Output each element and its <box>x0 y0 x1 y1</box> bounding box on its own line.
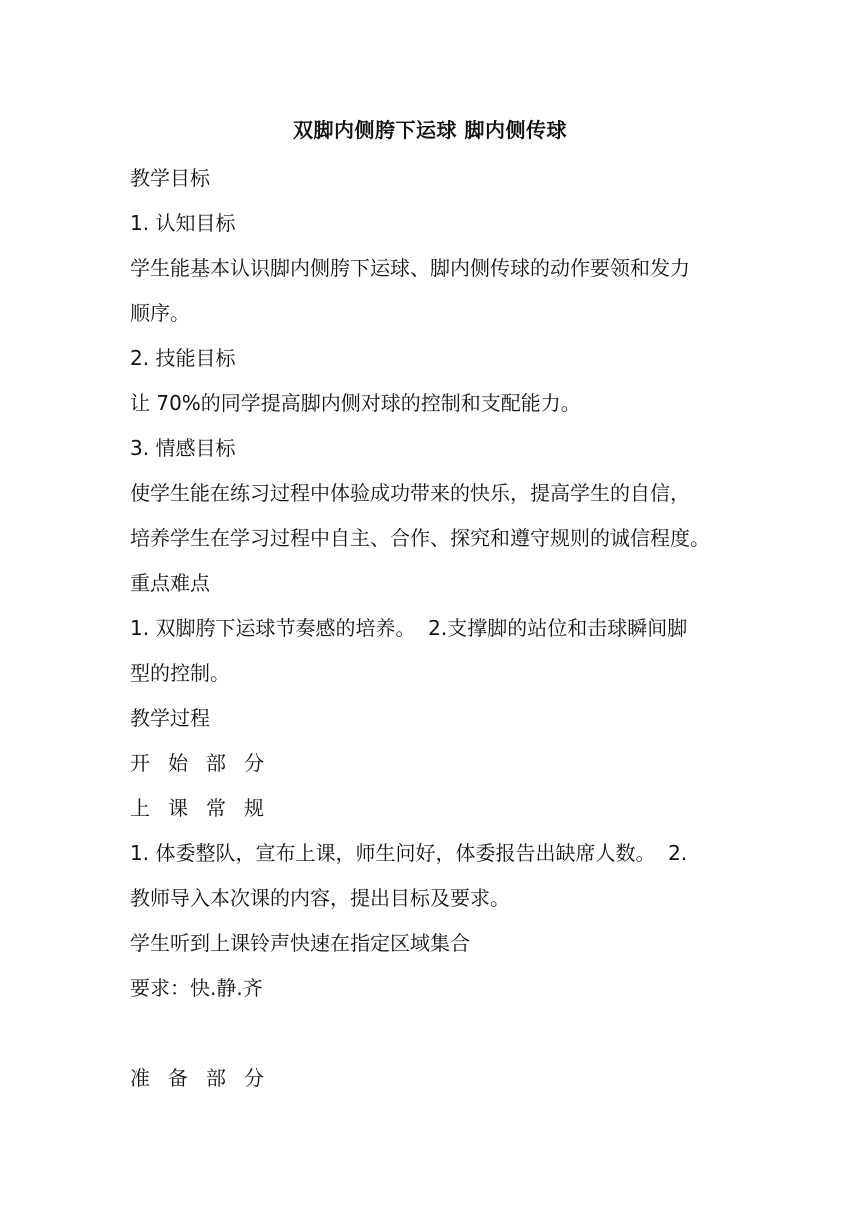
section-heading-key-difficulties: 重点难点 <box>130 571 210 595</box>
routine-text-line-2: 教师导入本次课的内容，提出目标及要求。 <box>130 886 510 910</box>
goal-emotion-text-line-1: 使学生能在练习过程中体验成功带来的快乐，提高学生的自信， <box>130 481 690 505</box>
goal-cognitive-text-line-2: 顺序。 <box>130 301 190 325</box>
routine-student-text: 学生听到上课铃声快速在指定区域集合 <box>130 931 470 955</box>
document-title: 双脚内侧胯下运球 脚内侧传球 <box>293 118 567 142</box>
key-difficulties-text-line-2: 型的控制。 <box>130 661 230 685</box>
goal-skill-text: 让 70%的同学提高脚内侧对球的控制和支配能力。 <box>130 391 581 415</box>
routine-text-line-1: 1. 体委整队，宣布上课，师生问好，体委报告出缺席人数。 2. <box>130 841 688 865</box>
routine-requirement-text: 要求：快.静.齐 <box>130 976 263 1000</box>
document-body <box>130 156 735 1101</box>
goal-emotion-text-line-2: 培养学生在学习过程中自主、合作、探究和遵守规则的诚信程度。 <box>130 526 710 550</box>
subsection-heading-preparation: 准备部分 <box>130 1066 282 1090</box>
section-heading-teaching-goals: 教学目标 <box>130 166 210 190</box>
goal-emotion-heading: 3. 情感目标 <box>130 436 236 460</box>
subsection-heading-opening: 开始部分 <box>130 751 282 775</box>
key-difficulties-text-line-1: 1. 双脚胯下运球节奏感的培养。 2.支撑脚的站位和击球瞬间脚 <box>130 616 688 640</box>
goal-cognitive-text-line-1: 学生能基本认识脚内侧胯下运球、脚内侧传球的动作要领和发力 <box>130 256 690 280</box>
goal-cognitive-heading: 1. 认知目标 <box>130 211 236 235</box>
subsection-heading-routine: 上课常规 <box>130 796 282 820</box>
goal-skill-heading: 2. 技能目标 <box>130 346 236 370</box>
section-heading-teaching-process: 教学过程 <box>130 706 210 730</box>
blank-line <box>130 1011 735 1056</box>
